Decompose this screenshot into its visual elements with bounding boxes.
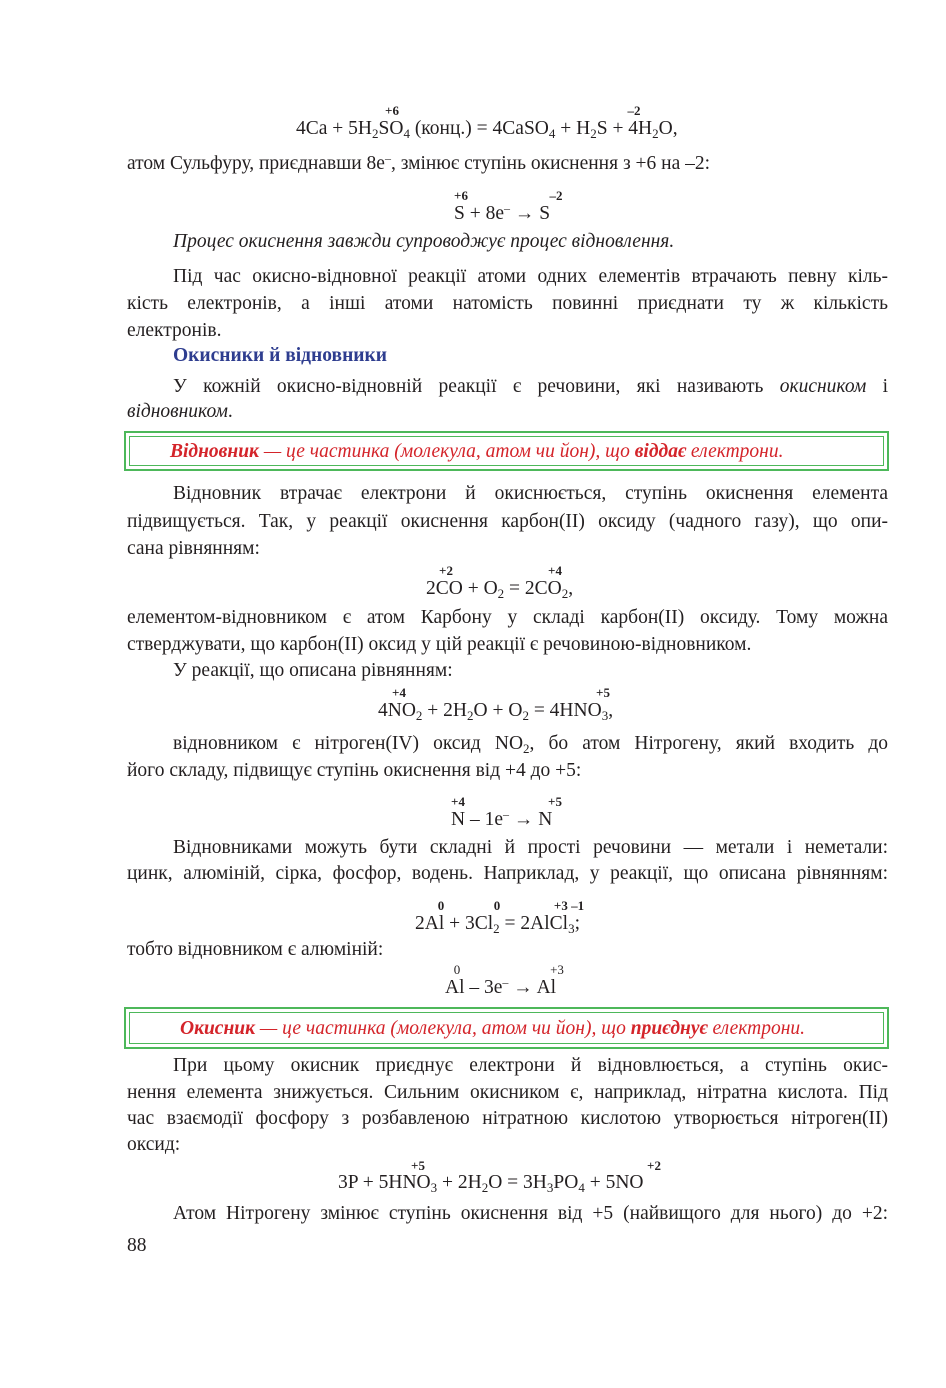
- oxidation-state-label: –2: [549, 188, 563, 203]
- paragraph-line: Атом Нітрогену змінює ступінь окиснення від +5 (найвищого для нього) до +2:: [173, 1203, 888, 1224]
- paragraph-line: сана рівнянням:: [127, 538, 260, 559]
- paragraph-line: Відновниками можуть бути складні й прості речовини — метали і неметали:: [173, 837, 888, 858]
- paragraph-line: Відновник втрачає електрони й окиснюється, ступінь окиснення елемента: [173, 483, 888, 504]
- paragraph-line: відновником.: [127, 401, 233, 422]
- oxidation-state-label: +6: [454, 188, 468, 203]
- definition-box-reducer: Відновник — це частинка (молекула, атом чи йон), що віддає електрони.: [124, 431, 889, 471]
- paragraph-line: оксид:: [127, 1134, 181, 1155]
- oxidation-state-label: 0: [437, 898, 445, 913]
- oxidation-state-label: +5: [596, 685, 610, 700]
- oxidation-state-label: +4: [392, 685, 406, 700]
- paragraph-line: тобто відновником є алюміній:: [127, 939, 384, 960]
- paragraph-line: підвищується. Так, у реакції окиснення карбон(II) оксиду (чадного газу), що опи-: [127, 511, 888, 532]
- oxidation-state-label: 0: [493, 898, 501, 913]
- oxidation-state-label: +4: [548, 563, 562, 578]
- paragraph-line: елементом-відновником є атом Карбону у складі карбон(II) оксиду. Тому можна: [127, 607, 888, 628]
- oxidation-state-label: –2: [627, 103, 641, 118]
- oxidation-state-label: 0: [453, 962, 461, 977]
- page-number: 88: [127, 1235, 147, 1256]
- paragraph-line: нення елемента знижується. Сильним окисником є, наприклад, нітратна кислота. Під: [127, 1082, 888, 1103]
- paragraph-line: відновником є нітроген(IV) оксид $NO_2$, бо атом Нітрогену, який входить до: [173, 733, 888, 756]
- textbook-page: +6 –2 $4Ca + 5H_2SO_4$ (конц.) = 4CaSO$_4$ + $H_2S + 4H_2O$, атом Сульфуру, приєднавши 8е–, змінює ступінь окиснення з +6 на –2: +6 –2 S + 8e– → S Процес окиснення завжди супроводжує процес відновлення. Під час окисно-відновної реакції атоми одних елементів втрачають певну кіль- кість електронів, а інші атоми натомість повинні приєднати ту ж кількість електронів. Окисники й відновники У кожній окисно-відновній реакції є речовини, які називають окисником і відновником. Відновник — це частинка (молекула, атом чи йон), що віддає електрони. Відновник втрачає електрони й окиснюється, ступінь окиснення елемента підвищується. Так, у реакції окиснення карбон(II) оксиду (чадного газу), що опи- сана рівнянням: +2 +4 $2CO + O_2 = 2CO_2$, елементом-відновником є атом Карбону у складі карбон(II) оксиду. Тому можна стверджувати, що карбон(II) оксид у цій реакції є речовиною-відновником. У реакції, що описана рівнянням: +4 +5 $4NO_2 + 2H_2O + O_2 = 4HNO_3$, відновником є нітроген(IV) оксид $NO_2$, бо атом Нітрогену, який входить до його складу, підвищує ступінь окиснення від +4 до +5: +4 +5 N – 1e– → N Відновниками можуть бути складні й прості речовини — метали і неметали: цинк, алюміній, сірка, фосфор, водень. Наприклад, у реакції, що описана рівнянням: 0 0 +3 –1 $2Al + 3Cl_2$ = 2AlCl$_3$; тобто відновником є алюміній: 0 +3 Al – 3e– → Al Окисник — це частинка (молекула, атом чи йон), що приєднує електрони. При цьому окисник приєднує електрони й відновлюється, а ступінь окис- нення елемента знижується. Сильним окисником є, наприклад, нітратна кислота. Під час взаємодії фосфору з розбавленою нітратною кислотою утворюється нітроген(II) оксид: +5 +2 $3P + 5HNO_3 + 2H_2O = 3H_3PO_4 + 5NO$ Атом Нітрогену змінює ступінь окиснення від +5 (найвищого для нього) до +2: 88: [0, 0, 946, 1388]
- section-heading: Окисники й відновники: [173, 345, 388, 366]
- oxidation-state-label: +3: [550, 962, 564, 977]
- oxidation-state-label: +2: [439, 563, 453, 578]
- oxidation-state-label: +3 –1: [553, 898, 585, 913]
- oxidation-state-label: +5: [411, 1158, 425, 1173]
- paragraph-line: цинк, алюміній, сірка, фосфор, водень. Наприклад, у реакції, що описана рівнянням:: [127, 863, 888, 884]
- oxidation-state-label: +4: [451, 794, 465, 809]
- paragraph-line: стверджувати, що карбон(II) оксид у цій реакції є речовиною-відновником.: [127, 634, 752, 655]
- oxidation-state-label: +5: [548, 794, 562, 809]
- paragraph-line: Під час окисно-відновної реакції атоми одних елементів втрачають певну кіль-: [173, 266, 888, 287]
- paragraph-line: його складу, підвищує ступінь окиснення від +4 до +5:: [127, 760, 582, 781]
- paragraph-line: При цьому окисник приєднує електрони й відновлюється, а ступінь окис-: [173, 1055, 888, 1076]
- paragraph-line: час взаємодії фосфору з розбавленою нітратною кислотою утворюється нітроген(II): [127, 1108, 888, 1129]
- oxidation-state-label: +2: [647, 1158, 661, 1173]
- paragraph-line: кість електронів, а інші атоми натомість повинні приєднати ту ж кількість: [127, 293, 888, 314]
- paragraph-line: У реакції, що описана рівнянням:: [173, 660, 453, 681]
- definition-box-oxidizer: Окисник — це частинка (молекула, атом чи йон), що приєднує електрони.: [124, 1007, 889, 1049]
- italic-statement: Процес окиснення завжди супроводжує процес відновлення.: [173, 231, 675, 252]
- paragraph-line: атом Сульфуру, приєднавши 8е–, змінює ступінь окиснення з +6 на –2:: [127, 151, 711, 174]
- oxidation-state-label: +6: [385, 103, 399, 118]
- paragraph-line: електронів.: [127, 320, 222, 341]
- paragraph-line: У кожній окисно-відновній реакції є речовини, які називають окисником і: [173, 376, 888, 397]
